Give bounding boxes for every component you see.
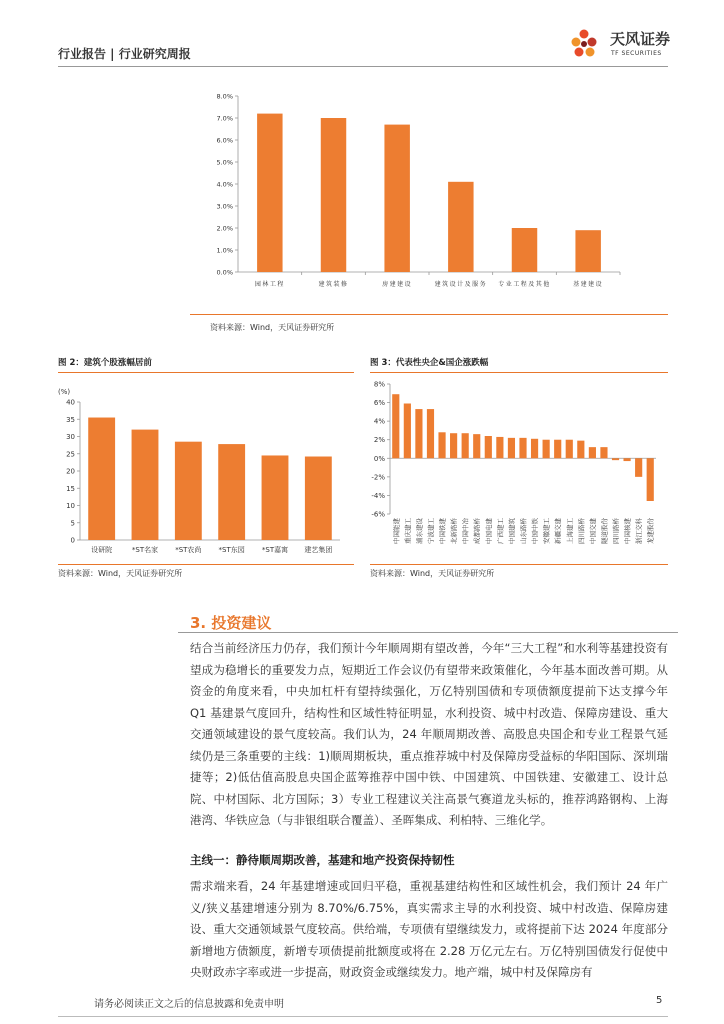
bar (257, 114, 282, 272)
x-tick-label: 建艺集团 (304, 546, 333, 554)
x-tick-label: *ST农尚 (175, 546, 202, 554)
y-tick-label: 25 (66, 450, 75, 459)
bar (321, 118, 346, 272)
y-tick-label: 4.0% (216, 180, 233, 189)
section-heading: 3. 投资建议 (190, 614, 272, 632)
y-unit-label: (%) (58, 388, 71, 396)
bar (566, 440, 573, 459)
x-tick-label: 宁波建工 (426, 518, 435, 544)
x-tick-label: 建筑设计及服务 (434, 281, 488, 288)
chart-subsector-gains (200, 84, 670, 294)
y-tick-label: 0.0% (216, 268, 233, 277)
y-tick-label: 30 (66, 433, 75, 441)
y-tick-label: 3.0% (216, 202, 233, 211)
y-tick-label: -4% (371, 491, 385, 500)
bar (519, 438, 526, 458)
bar (635, 458, 642, 477)
x-tick-label: 设研院 (91, 546, 113, 554)
bar (647, 458, 654, 501)
bar (508, 438, 515, 458)
logo-text: 天风证券 (610, 30, 671, 48)
x-tick-label: 重庆建工 (403, 518, 412, 544)
bar (218, 444, 245, 540)
y-tick-label: 6.0% (216, 136, 233, 145)
chart2-title-rule (58, 372, 354, 373)
bar (624, 458, 631, 461)
footer-divider (58, 1016, 668, 1017)
bar (554, 440, 561, 459)
report-header: 行业报告 | 行业研究周报 (58, 47, 191, 61)
bar (427, 409, 434, 458)
y-tick-label: 8.0% (216, 92, 233, 101)
x-tick-label: 基建建设 (573, 281, 604, 288)
page-number: 5 (656, 995, 663, 1006)
y-tick-label: 0 (70, 536, 75, 545)
chart1-bottom-rule (190, 314, 668, 315)
bar (132, 430, 159, 540)
y-tick-label: -2% (371, 473, 385, 482)
y-tick-label: 40 (66, 398, 75, 407)
x-tick-label: 建筑装修 (318, 281, 349, 288)
x-tick-label: 房建建设 (382, 281, 413, 288)
x-tick-label: 专业工程及其他 (498, 281, 551, 288)
y-tick-label: 5 (70, 519, 75, 528)
x-tick-label: 浦东建设 (415, 518, 424, 544)
bar (473, 434, 480, 458)
x-tick-label: 中国中冶 (461, 518, 470, 544)
x-tick-label: 中国核建 (623, 518, 632, 544)
logo-mark-icon (572, 30, 597, 57)
mainline-one-heading: 主线一：静待顺周期改善，基建和地产投资保持韧性 (190, 853, 455, 867)
bar (512, 228, 537, 272)
x-tick-label: *ST名家 (131, 546, 159, 554)
investment-advice-paragraph: 结合当前经济压力仍存，我们预计今年顺周期有望改善，今年“三大工程”和水利等基建投资有望成为稳增长的重要发力点，短期近工作会议仍有望带来政策催化，今年基本面改善可期。从资金的角度来看，中央加杠杆有望持续强化，万亿特别国债和专项债额度提前下达支撑今年 Q1 基建景气度回升，结构性和区域性特征明显，水利投资、城中村改造、保障房建设、重大交通领域建设的景气度较高。我们认为，24 年顺周期改善、高股息央国企和专业工程景气延续仍是三条重要的主线：1)顺周期板块，重点推荐城中村及保障房受益标的华阳国际、深圳瑞捷等；2)低估值高股息央国企蓝筹推荐中国中铁、中国建筑、中国铁建、安徽建工、设计总院、中材国际、北方国际；3）专业工程建议关注高景气赛道龙头标的，推荐鸿路钢构、上海港湾、华铁应急（与非银组联合覆盖）、圣晖集成、利柏特、三维化学。 (190, 641, 668, 827)
header-divider (58, 66, 668, 67)
x-tick-label: 山东路桥 (519, 518, 528, 544)
bar (404, 404, 411, 459)
y-tick-label: -6% (371, 510, 385, 519)
bar (450, 433, 457, 458)
x-tick-label: 中国铁建 (438, 518, 447, 544)
bar (577, 441, 584, 459)
x-tick-label: 中国电建 (484, 518, 493, 544)
x-tick-label: 园林工程 (254, 281, 285, 288)
chart3-source: 资料来源：Wind，天风证券研究所 (370, 569, 495, 578)
bar (485, 436, 492, 458)
bar (531, 439, 538, 459)
bar (305, 457, 332, 540)
bar (448, 182, 473, 272)
y-tick-label: 0% (373, 454, 385, 463)
disclaimer-footer: 请务必阅读正文之后的信息披露和免责申明 (94, 999, 284, 1010)
x-tick-label: 四川路桥 (577, 518, 586, 544)
bar (496, 437, 503, 458)
bar (384, 125, 409, 272)
bar (575, 230, 600, 272)
bar (88, 418, 115, 540)
bar (262, 455, 289, 540)
demand-side-paragraph: 需求端来看，24 年基建增速或回归平稳，重视基建结构性和区域性机会，我们预计 24 年广义/狭义基建增速分别为 8.70%/6.75%，真实需求主导的水利投资、城中村改造、保障房建设、重大交通领域景气度较高。供给端，专项债有望继续发力，或将提前下达 2024 年度部分新增地方债额度，新增专项债提前批额度或将在 2.28 万亿元左右。万亿特别国债发行促使中央财政赤字率或进一步提高，财政资金或继续发力。地产端，城中村及保障房有 (190, 879, 668, 979)
x-tick-label: 安徽建工 (542, 518, 551, 544)
x-tick-label: *ST嘉寓 (261, 546, 289, 554)
y-tick-label: 15 (66, 484, 75, 493)
y-tick-label: 2% (373, 436, 385, 445)
chart-stock-gains (58, 378, 354, 560)
chart3-title: 图 3：代表性央企&国企涨跌幅 (370, 358, 489, 368)
x-tick-label: 中国能建 (392, 518, 401, 544)
chart-soe-changes (366, 376, 668, 562)
bar (175, 442, 202, 540)
chart3-bottom-rule (370, 564, 668, 565)
x-tick-label: 龙建股份 (646, 518, 655, 544)
x-tick-label: 中国中铁 (531, 518, 540, 544)
chart2-title: 图 2：建筑个股涨幅居前 (58, 358, 152, 368)
y-tick-label: 4% (373, 417, 385, 426)
y-tick-label: 2.0% (216, 224, 233, 233)
bar (438, 432, 445, 458)
section-divider (178, 632, 678, 633)
y-tick-label: 10 (66, 502, 75, 510)
x-tick-label: *ST东园 (218, 546, 245, 554)
x-tick-label: 中国交建 (588, 518, 597, 544)
bar (612, 458, 619, 460)
bar (415, 409, 422, 458)
bar (392, 394, 399, 458)
logo-english-text: TF SECURITIES (611, 50, 662, 57)
x-tick-label: 成都路桥 (473, 518, 482, 544)
x-tick-label: 浙江交科 (635, 518, 644, 544)
bar (600, 447, 607, 458)
y-tick-label: 7.0% (216, 114, 233, 123)
x-tick-label: 新疆交建 (554, 518, 563, 544)
bar (462, 433, 469, 458)
chart3-title-rule (370, 372, 668, 373)
x-tick-label: 广西建工 (496, 518, 505, 544)
y-tick-label: 5.0% (216, 158, 233, 167)
y-tick-label: 35 (66, 415, 75, 424)
bar (543, 440, 550, 459)
bar (589, 447, 596, 458)
x-tick-label: 上海建工 (565, 518, 574, 544)
x-tick-label: 北新路桥 (450, 518, 459, 544)
chart2-source: 资料来源：Wind，天风证券研究所 (58, 569, 183, 578)
y-tick-label: 6% (373, 399, 385, 408)
x-tick-label: 四川路桥 (612, 518, 621, 544)
y-tick-label: 1.0% (216, 246, 233, 255)
x-tick-label: 中国建筑 (507, 518, 516, 544)
chart2-bottom-rule (58, 564, 354, 565)
y-tick-label: 20 (66, 467, 75, 476)
y-tick-label: 8% (373, 380, 385, 389)
x-tick-label: 隧道股份 (600, 518, 609, 544)
chart1-source: 资料来源：Wind，天风证券研究所 (210, 323, 335, 332)
